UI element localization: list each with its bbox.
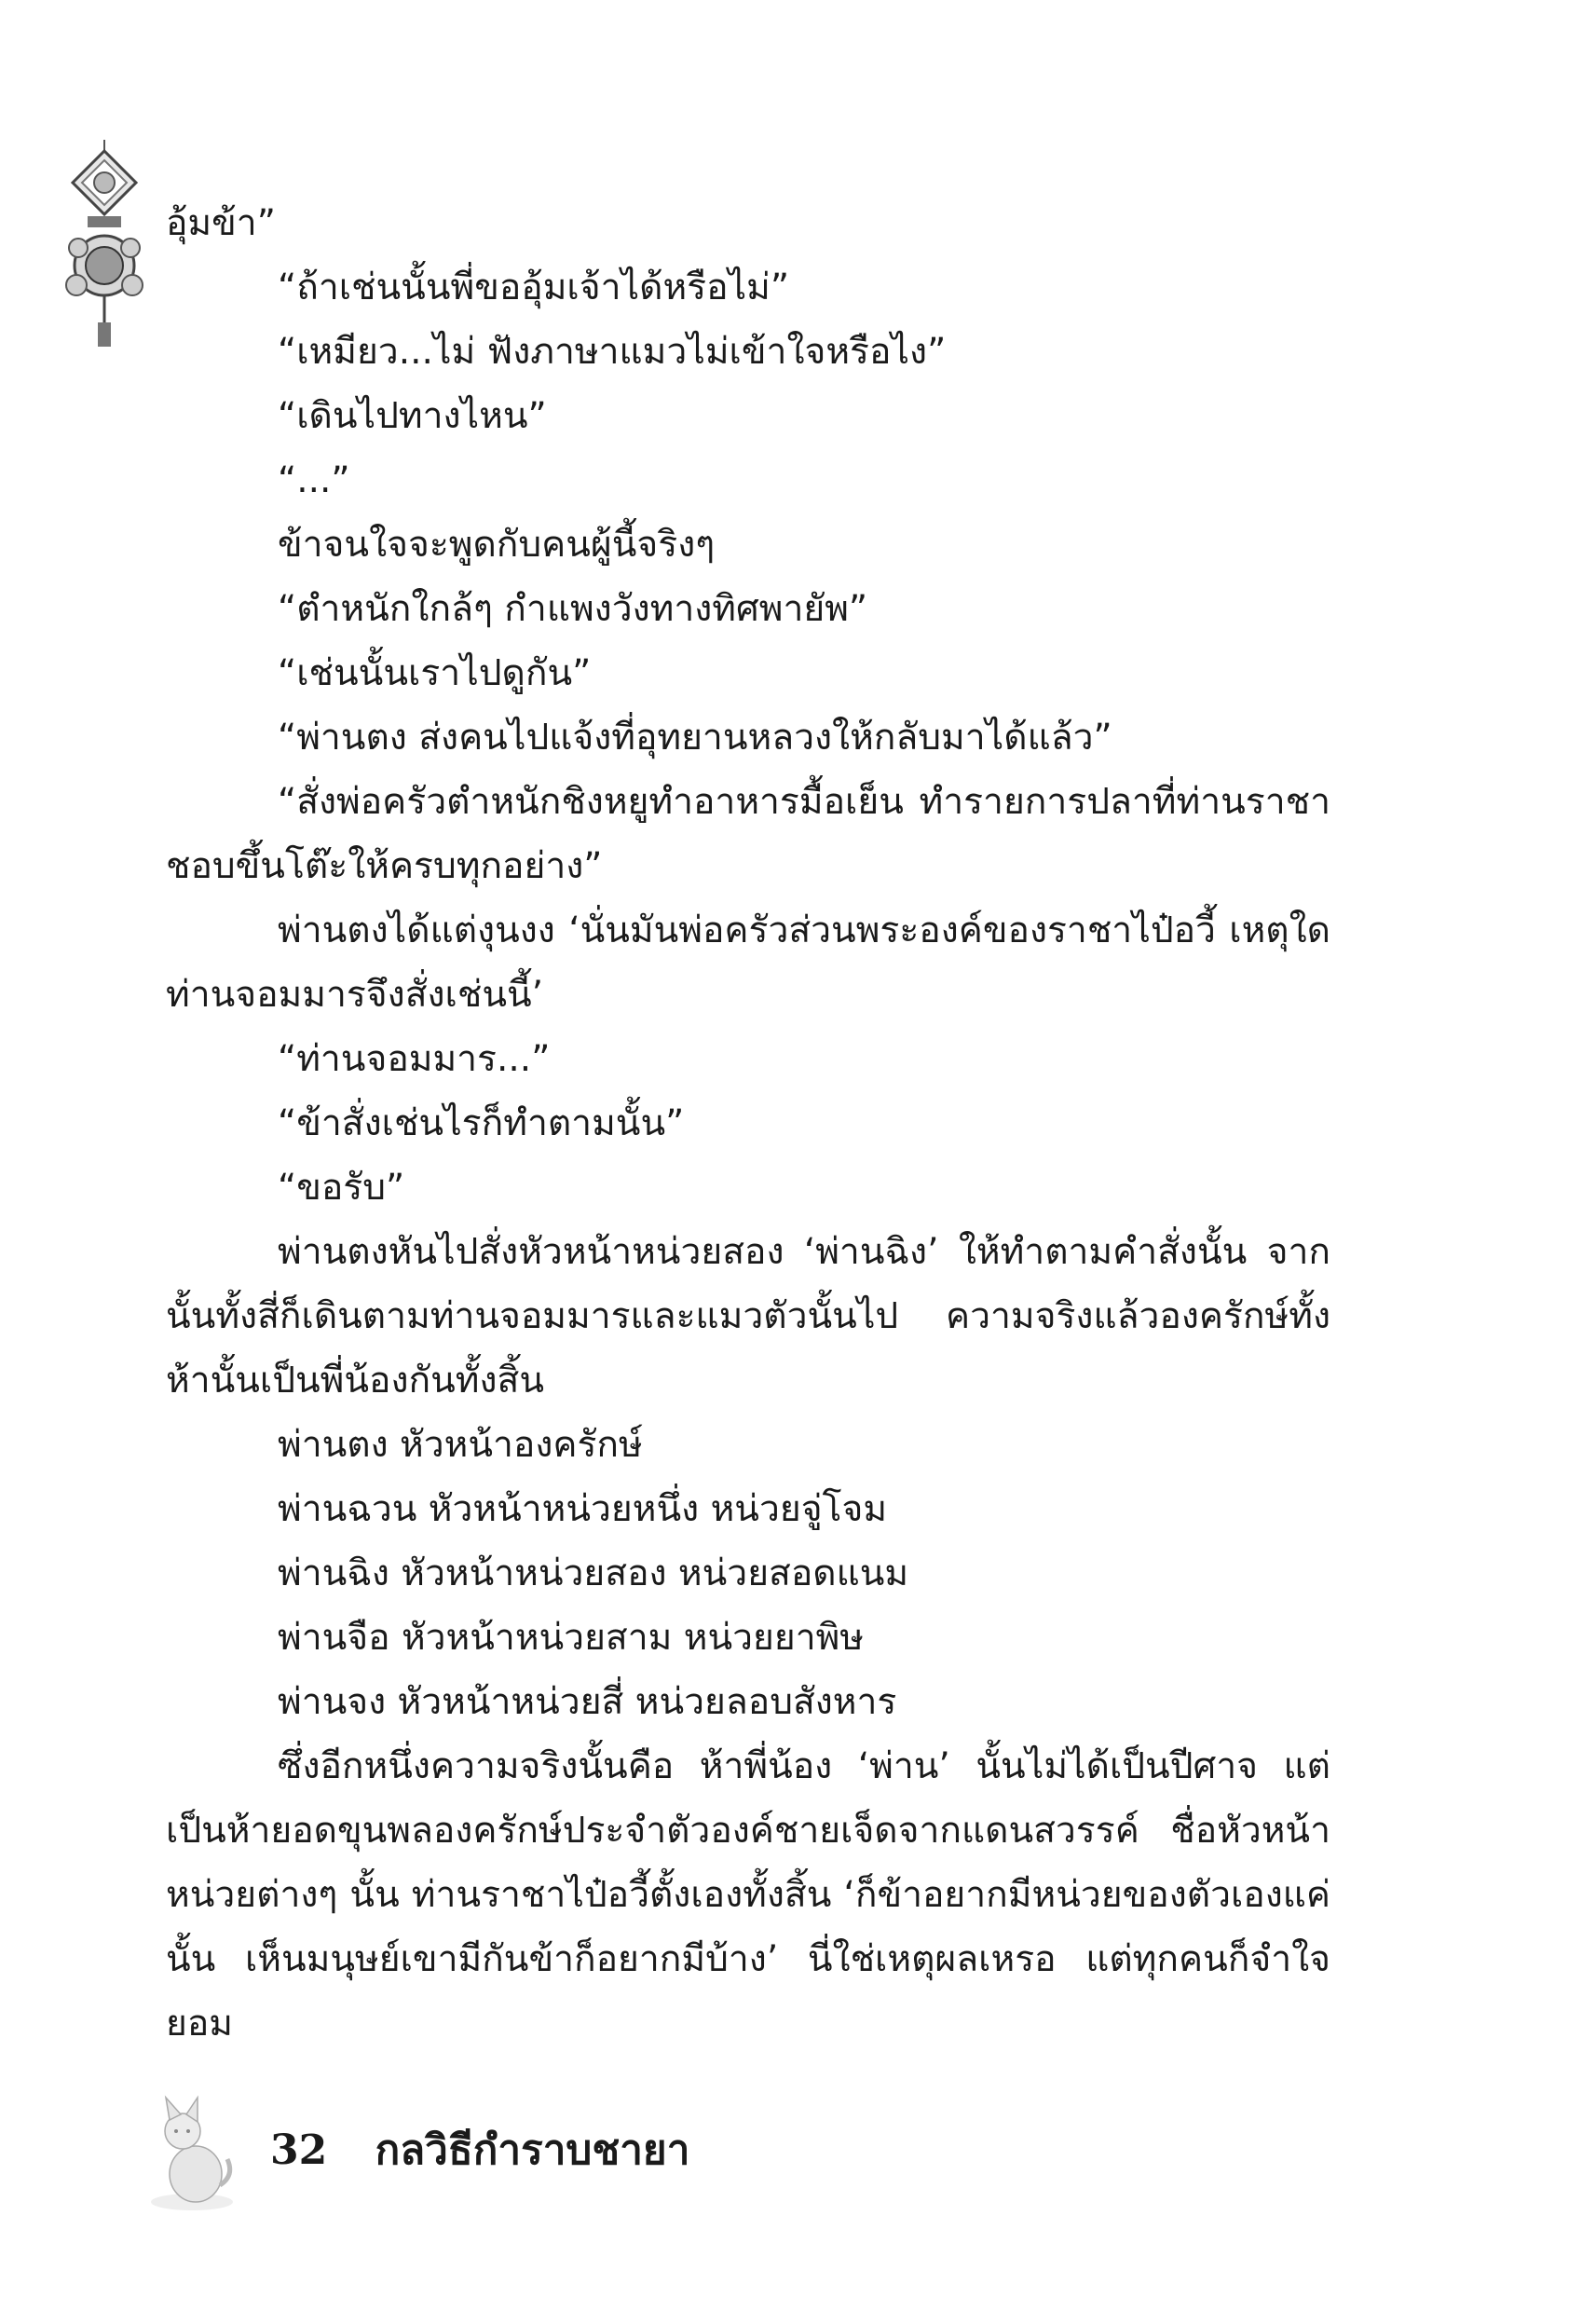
book-title: กลวิธีกำราบชายา (375, 2126, 690, 2174)
paragraph-4: ซึ่งอีกหนึ่งความจริงนั้นคือ ห้าพี่น้อง ‘พ่าน’ นั้นไม่ได้เป็นปีศาจ แต่เป็นห้ายอดขุนพลองครักษ์ประจำตัวองค์ชายเจ็ดจากแดนสวรรค์ ชื่อหัวหน้าหน่วยต่างๆ นั้น ท่านราชาไป๋อวี้ตั้งเองทั้งสิ้น ‘ก็ข้าอยากมีหน่วยของตัวเองแค่นั้น เห็นมนุษย์เขามีกันข้าก็อยากมีบ้าง’ นี่ใช่เหตุผลเหรอ แต่ทุกคนก็จำใจยอม (166, 1745, 1330, 2044)
paragraph-1: “สั่งพ่อครัวตำหนักชิงหยูทำอาหารมื้อเย็น ทำรายการปลาที่ท่านราชาชอบขึ้นโต๊ะให้ครบทุกอย่าง” (166, 781, 1330, 887)
line-13: “ข้าสั่งเช่นไรก็ทำตามนั้น” (278, 1102, 685, 1144)
line-12: “ท่านจอมมาร...” (278, 1038, 551, 1080)
line-3: “เหมียว...ไม่ ฟังภาษาแมวไม่เข้าใจหรือไง” (278, 331, 947, 373)
line-14: “ขอรับ” (278, 1167, 405, 1209)
line-18: พ่านฉิง หัวหน้าหน่วยสอง หน่วยสอดแนม (278, 1552, 909, 1594)
body-text (166, 191, 1330, 2056)
line-4: “เดินไปทางไหน” (278, 395, 547, 437)
paragraph-2: พ่านตงได้แต่งุนงง ‘นั่นมันพ่อครัวส่วนพระองค์ของราชาไป๋อวี้ เหตุใดท่านจอมมารจึงสั่งเช่นนี้’ (166, 909, 1330, 1016)
line-17: พ่านฉวน หัวหน้าหน่วยหนึ่ง หน่วยจู่โจม (278, 1488, 888, 1530)
line-1: อุ้มข้า” (166, 202, 276, 244)
line-2: “ถ้าเช่นนั้นพี่ขออุ้มเจ้าได้หรือไม่” (278, 267, 790, 308)
line-6: ข้าจนใจจะพูดกับคนผู้นี้จริงๆ (278, 524, 716, 566)
line-9: “พ่านตง ส่งคนไปแจ้งที่อุทยานหลวงให้กลับมาได้แล้ว” (278, 717, 1112, 759)
page-footer (270, 2117, 689, 2182)
page-number: 32 (270, 2126, 328, 2174)
line-7: “ตำหนักใกล้ๆ กำแพงวังทางทิศพายัพ” (278, 588, 868, 630)
chinese-ornament-icon (58, 140, 151, 354)
paragraph-3: พ่านตงหันไปสั่งหัวหน้าหน่วยสอง ‘พ่านฉิง’ ให้ทำตามคำสั่งนั้น จากนั้นทั้งสี่ก็เดินตามท่านจอมมารและแมวตัวนั้นไป ความจริงแล้วองครักษ์ทั้งห้านั้นเป็นพี่น้องกันทั้งสิ้น (166, 1231, 1330, 1402)
cat-icon (147, 2092, 236, 2213)
line-5: “...” (278, 459, 350, 501)
line-8: “เช่นนั้นเราไปดูกัน” (278, 652, 592, 694)
line-20: พ่านจง หัวหน้าหน่วยสี่ หน่วยลอบสังหาร (278, 1681, 897, 1723)
line-16: พ่านตง หัวหน้าองครักษ์ (278, 1424, 643, 1466)
line-19: พ่านจือ หัวหน้าหน่วยสาม หน่วยยาพิษ (278, 1617, 865, 1659)
